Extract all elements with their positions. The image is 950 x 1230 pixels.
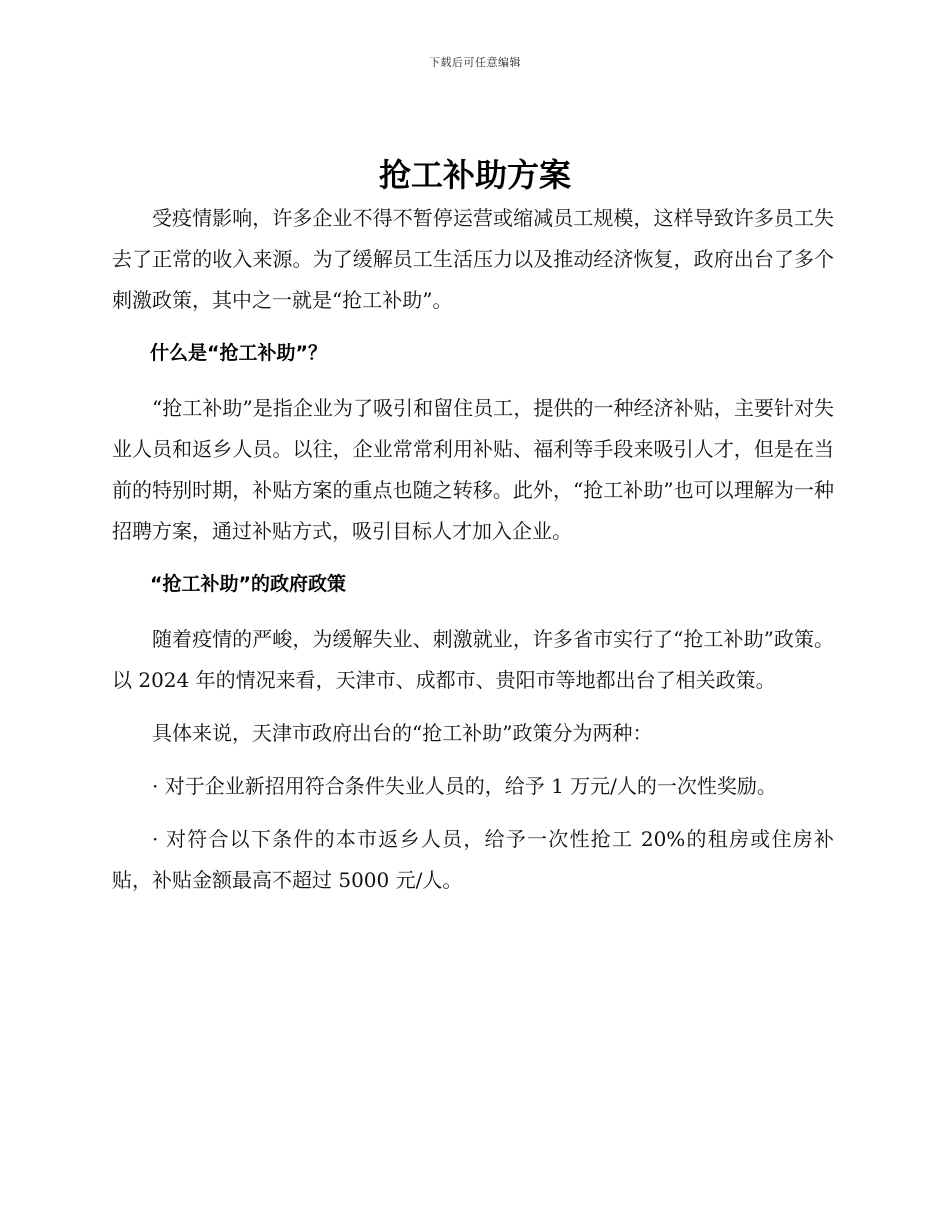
document-body: [112, 198, 834, 913]
section-paragraph-what-is: “抢工补助”是指企业为了吸引和留住员工，提供的一种经济补贴，主要针对失业人员和返乡人员。以往，企业常常利用补贴、福利等手段来吸引人才，但是在当前的特别时期，补贴方案的重点也随之转移。此外，“抢工补助”也可以理解为一种招聘方案，通过补贴方式，吸引目标人才加入企业。: [112, 396, 834, 543]
policy-paragraph: 随着疫情的严峻，为缓解失业、刺激就业，许多省市实行了“抢工补助”政策。以 2024 年的情况来看，天津市、成都市、贵阳市等地都出台了相关政策。: [112, 627, 834, 692]
section-heading-what-is: 什么是“抢工补助”？: [150, 342, 327, 364]
intro-paragraph: 受疫情影响，许多企业不得不暂停运营或缩减员工规模，这样导致许多员工失去了正常的收入来源。为了缓解员工生活压力以及推动经济恢复，政府出台了多个刺激政策，其中之一就是“抢工补助”。: [112, 206, 834, 312]
bullet-item-unemployed-reward: · 对于企业新招用符合条件失业人员的，给予 1 万元/人的一次性奖励。: [152, 774, 777, 798]
bullet-item-housing-subsidy: · 对符合以下条件的本市返乡人员，给予一次性抢工 20%的租房或住房补贴，补贴金额最高不超过 5000 元/人。: [112, 827, 834, 892]
header-note: 下载后可任意编辑: [429, 56, 521, 69]
tianjin-policy-paragraph: 具体来说，天津市政府出台的“抢工补助”政策分为两种：: [152, 721, 653, 745]
section-heading-government-policy: “抢工补助”的政府政策: [150, 573, 346, 595]
document-title: 抢工补助方案: [378, 156, 571, 194]
